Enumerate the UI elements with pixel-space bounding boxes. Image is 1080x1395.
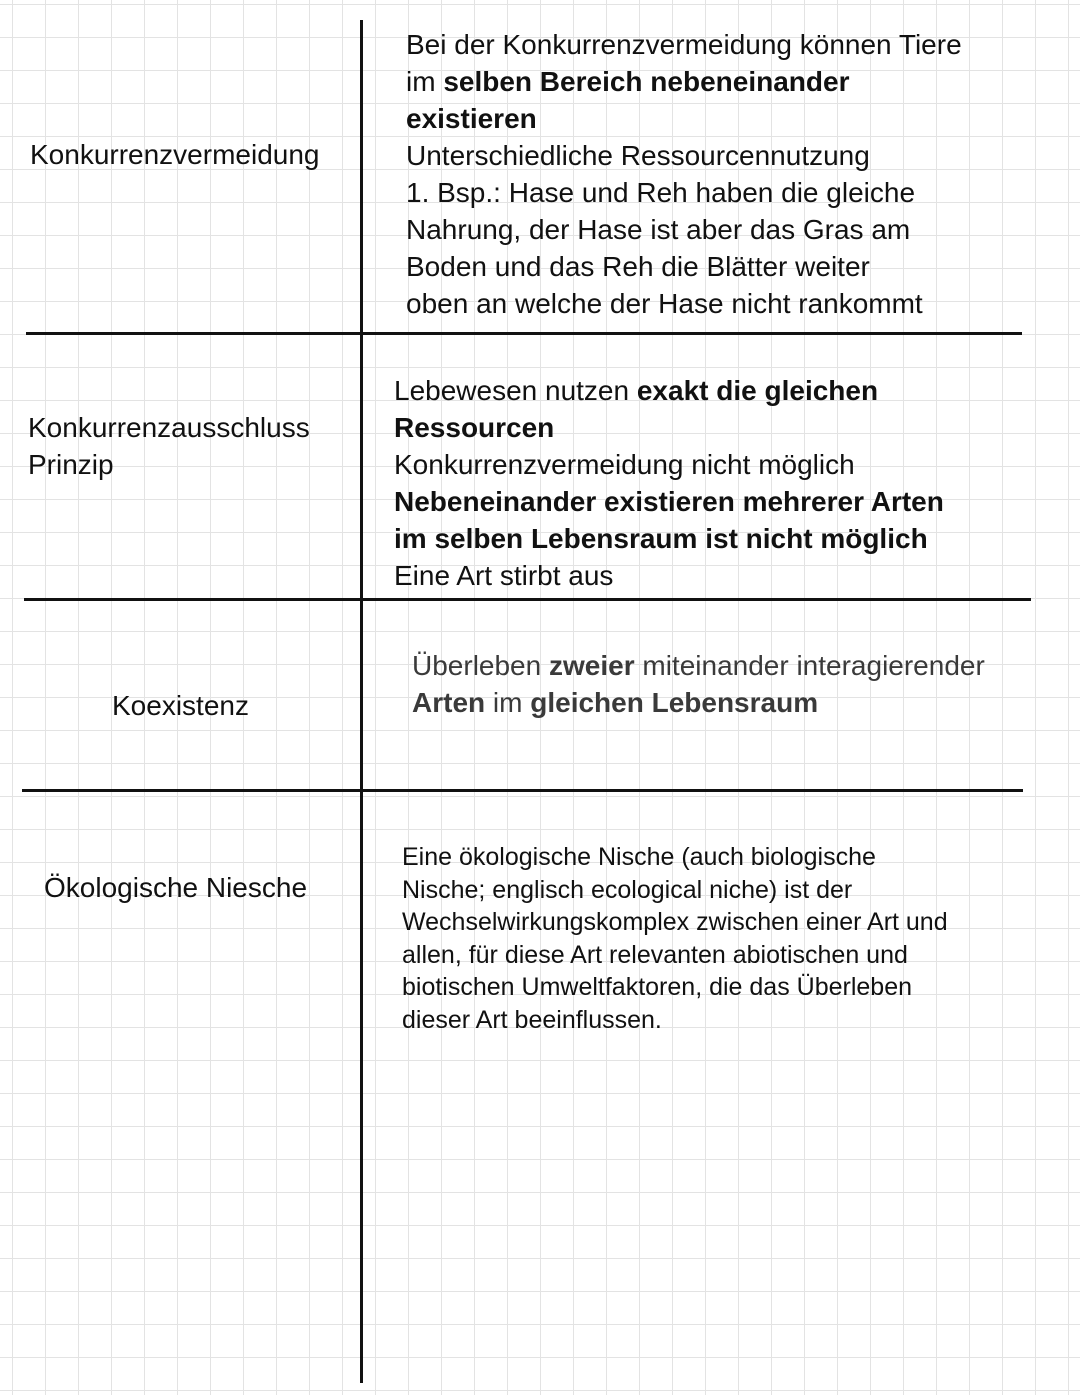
definition-line: Wechselwirkungskomplex zwischen einer Art und xyxy=(402,908,948,936)
definition-line: existieren xyxy=(406,103,537,134)
definition-line: im selben Lebensraum ist nicht möglich xyxy=(394,523,928,554)
definition-line: Eine Art stirbt aus xyxy=(394,560,614,591)
term-text-line: Prinzip xyxy=(28,449,114,480)
term-konkurrenzausschluss-prinzip xyxy=(28,409,310,483)
definition-line: allen, für diese Art relevanten abiotischen und xyxy=(402,940,908,969)
definition-line: Unterschiedliche Ressourcennutzung xyxy=(406,140,870,171)
definition-line: Nahrung, der Hase ist aber das Gras am xyxy=(406,214,911,245)
row-divider-3 xyxy=(22,789,1023,792)
definition-line: Bei der Konkurrenzvermeidung können Tiere xyxy=(406,29,962,60)
term-text-line: Konkurrenzausschluss xyxy=(28,412,310,443)
definition-line: Überleben zweier miteinander interagierender xyxy=(412,650,985,681)
column-divider xyxy=(360,20,363,1383)
definition-line: Lebewesen nutzen exakt die gleichen xyxy=(394,375,879,406)
definition-konkurrenzvermeidung xyxy=(406,26,1066,322)
definition-koexistenz xyxy=(412,647,1072,721)
definition-line: 1. Bsp.: Hase und Reh haben die gleiche xyxy=(406,177,916,208)
definition-konkurrenzausschluss-prinzip xyxy=(394,372,1064,594)
definition-line: biotischen Umweltfaktoren, die das Überleben xyxy=(402,973,912,1001)
definition-line: Boden und das Reh die Blätter weiter xyxy=(406,251,870,282)
definition-line: Ressourcen xyxy=(394,412,555,443)
definition-oekologische-niesche xyxy=(402,841,1062,1036)
definition-line: dieser Art beeinflussen. xyxy=(402,1005,662,1034)
definition-line: Nebeneinander existieren mehrerer Arten xyxy=(394,486,944,517)
row-divider-2 xyxy=(24,598,1031,601)
term-text: Ökologische Niesche xyxy=(44,872,308,903)
term-konkurrenzvermeidung xyxy=(30,136,320,173)
row-divider-1 xyxy=(26,332,1022,335)
definition-line: im selben Bereich nebeneinander xyxy=(406,66,850,97)
term-text: Koexistenz xyxy=(112,690,249,721)
definition-line: Nische; englisch ecological niche) ist der xyxy=(402,875,853,904)
term-oekologische-niesche xyxy=(44,869,307,906)
term-text: Konkurrenzvermeidung xyxy=(30,139,320,170)
definition-line: oben an welche der Hase nicht rankommt xyxy=(406,288,923,319)
definition-line: Arten im gleichen Lebensraum xyxy=(412,687,819,718)
term-koexistenz xyxy=(112,687,249,724)
definition-line: Eine ökologische Nische (auch biologische xyxy=(402,843,876,871)
definition-line: Konkurrenzvermeidung nicht möglich xyxy=(394,449,855,480)
